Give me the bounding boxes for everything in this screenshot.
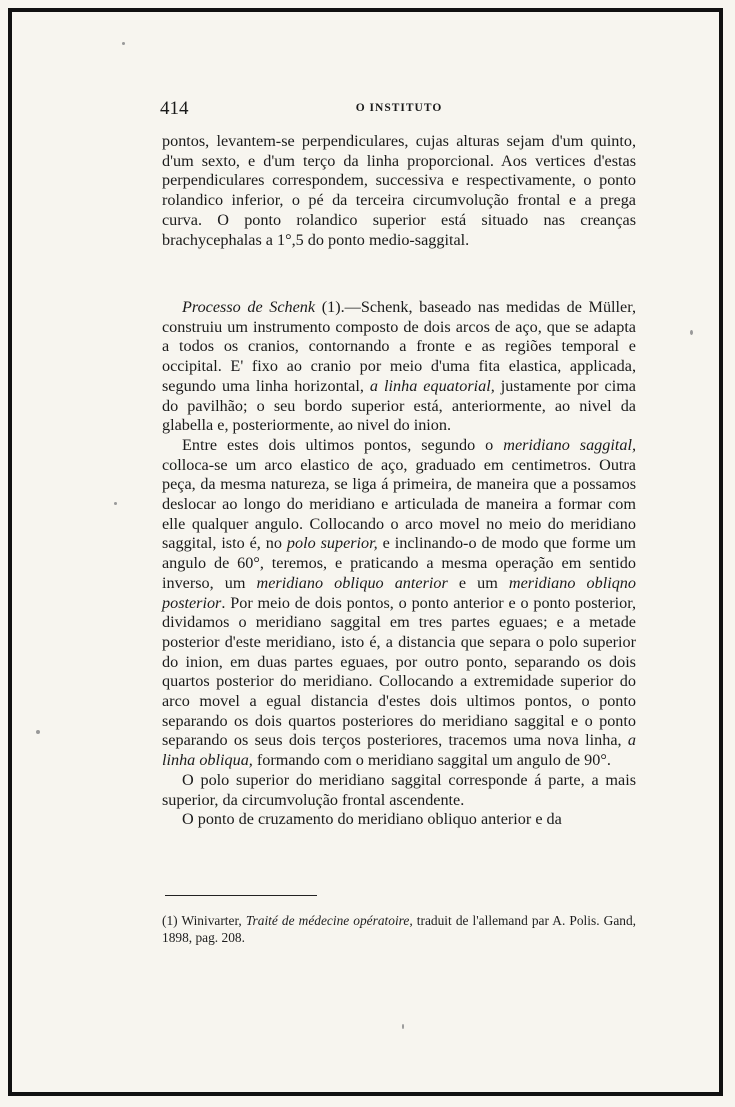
- term-meridiano-saggital: meridiano saggital,: [503, 435, 636, 454]
- term-linha-obliqua: a linha obliqua,: [162, 731, 636, 770]
- page-number: 414: [160, 98, 189, 119]
- paper-speck: [122, 42, 125, 45]
- section-heading: Processo de Schenk: [182, 298, 316, 316]
- paragraph-5: O ponto de cruzamento do meridiano obliquo anterior e da: [182, 810, 562, 829]
- paragraph-4: O polo superior do meridiano saggital corresponde á parte, a mais superior, da circumvolução frontal ascendente.: [162, 770, 636, 809]
- footnote-title: Traité de médecine opératoire,: [245, 913, 413, 928]
- page-header: [160, 98, 638, 120]
- running-title: O INSTITUTO: [355, 102, 443, 114]
- paper-speck: [402, 1024, 404, 1029]
- term-meridiano-obliquo-anterior: meridiano obliquo anterior: [256, 573, 448, 592]
- paragraph-continuation: [162, 132, 636, 250]
- paragraph-1: pontos, levantem-se perpendiculares, cujas alturas sejam d'um quinto, d'um sexto, e d'um terço da linha proporcional. Aos vertices d'estas perpendiculares correspondem, successiva e respectivamente, o ponto rolandico inferior, o pé da terceira circumvolução frontal e a prega curva. O ponto rolandico superior está situado nas creanças brachycephalas a 1°,5 do ponto medio-saggital.: [162, 132, 636, 249]
- footnote-divider: [165, 895, 317, 896]
- paragraph-2: Processo de Schenk (1).—Schenk, baseado nas medidas de Müller, construiu um instrumento composto de dois arcos de aço, que se adapta a todos os cranios, contornando a fronte e as regiões temporal e occipital. E' fixo ao cranio por meio d'uma fita elastica, applicada, segundo uma linha horizontal, a linha equatorial, justamente por cima do pavilhão; o seu bordo superior está, anteriormente, ao nivel da glabella e, posteriormente, ao nivel do inion.: [162, 298, 637, 435]
- term-linha-equatorial: a linha equatorial,: [369, 376, 495, 395]
- term-polo-superior: polo superior,: [286, 534, 378, 553]
- paragraph-3: Entre estes dois ultimos pontos, segundo o meridiano saggital, colloca-se um arco elastico de aço, graduado em centimetros. Outra peça, da mesma natureza, se liga á primeira, de maneira que a possamos deslocar ao longo do meridiano e articulada de maneira a formar com elle qualquer angulo. Collocando o arco movel no meio do meridiano saggital, isto é, no polo superior, e inclinando-o de modo que forme um angulo de 60°, teremos, e praticando a mesma operação em sentido inverso, um meridiano obliquo anterior e um meridiano obliqno posterior. Por meio de dois pontos, o ponto anterior e o ponto posterior, dividamos o meridiano saggital em tres partes eguaes; e a metade posterior d'este meridiano, isto é, a distancia que separa o polo superior do inion, em duas partes eguaes, por outro ponto, separando os dois quartos posterior do meridiano. Collocando a extremidade superior do arco movel a egual distancia d'estes dois ultimos pontos, o ponto separando os dois quartos posteriores do meridiano saggital e o ponto separando os seus dois terços posteriores, tracemos uma nova linha, a linha obliqua, formando com o meridiano saggital um angulo de 90°.: [162, 435, 636, 770]
- section-schenk: [162, 298, 636, 830]
- paper-speck: [36, 730, 40, 734]
- paper-speck: [114, 502, 117, 505]
- footnote-ref: (1).—: [315, 298, 361, 316]
- paper-speck: [690, 330, 693, 335]
- term-meridiano-obliquo-posterior: meridiano obliqno posterior: [162, 573, 636, 612]
- footnote: (1) Winivarter, Traité de médecine opératoire, traduit de l'allemand par A. Polis. Gand, 1898, pag. 208.: [162, 913, 636, 945]
